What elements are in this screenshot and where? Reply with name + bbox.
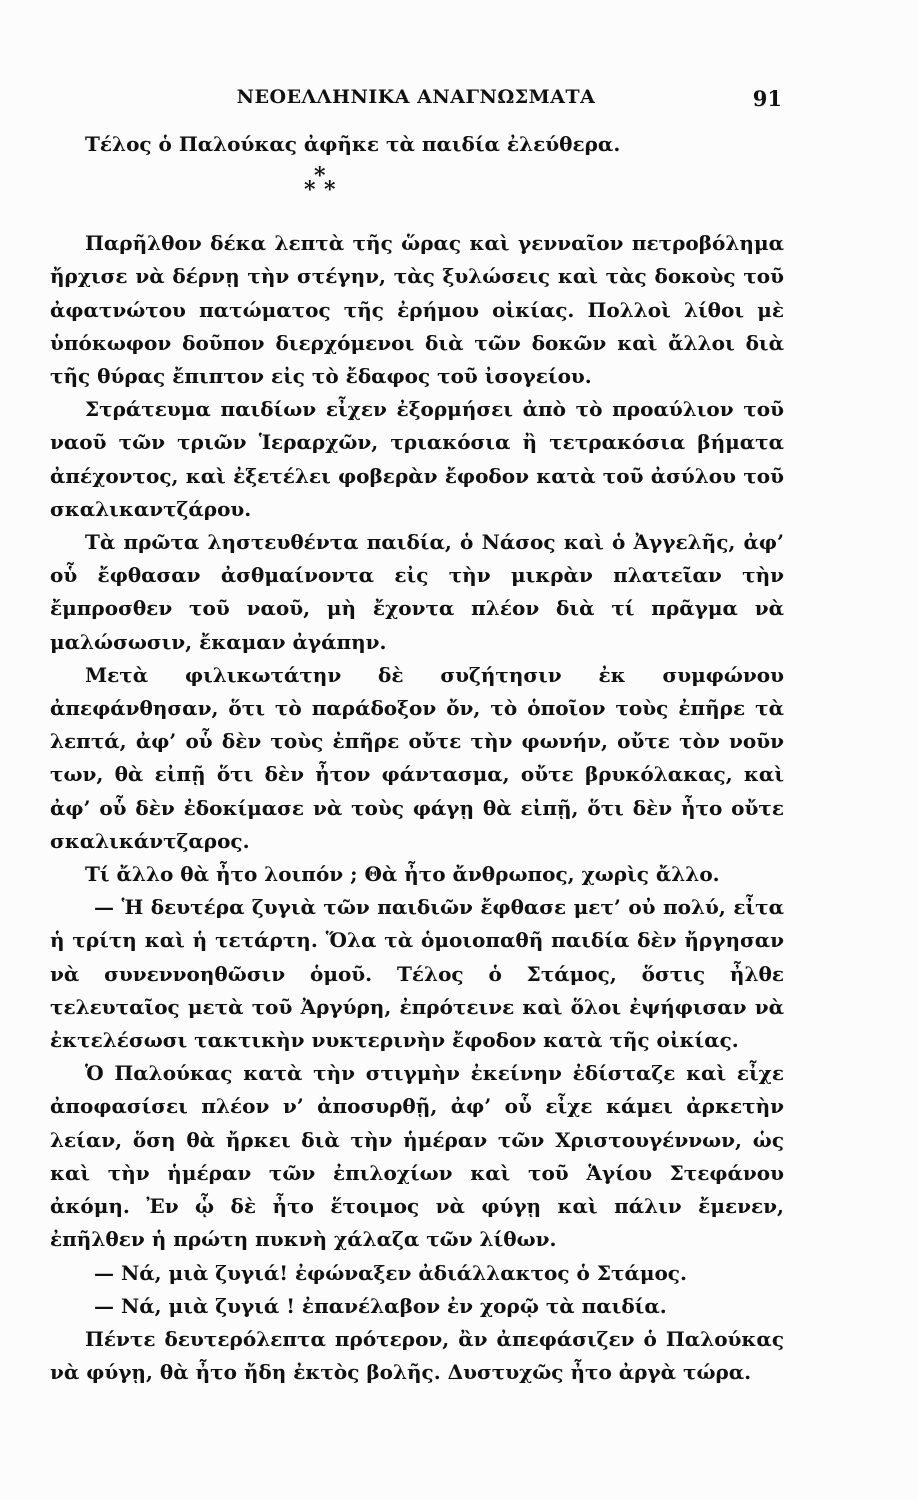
- paragraph: Τὰ πρῶτα ληστευθέντα παιδία, ὁ Νάσος καὶ ὁ Ἀγγελῆς, ἀφ’ οὗ ἔφθασαν ἀσθμαίνοντα εἰς τὴν μικρὰν πλατεῖαν τὴν ἔμπροσθεν τοῦ ναοῦ, μὴ ἔχοντα πλέον διὰ τί πρᾶγμα νὰ μαλώσωσιν, ἔκαμαν ἀγάπην.: [50, 530, 784, 654]
- page-number: 91: [752, 86, 782, 111]
- running-head: [50, 86, 782, 116]
- body-text: [50, 128, 784, 1389]
- dialogue-line: — Νά, μιὰ ζυγιά ! ἐπανέλαβον ἐν χορῷ τὰ παιδία.: [94, 1293, 667, 1318]
- asterism-ornament: * * *: [304, 163, 336, 204]
- dialogue-paragraph: — Ἡ δευτέρα ζυγιὰ τῶν παιδιῶν ἔφθασε μετ’ οὐ πολύ, εἶτα ἡ τρίτη καὶ ἡ τετάρτη. Ὅλα τὰ ὁμοιοπαθῆ παιδία δὲν ἤργησαν νὰ συνεννοηθῶσιν ὁμοῦ. Τέλος ὁ Στάμος, ὅστις ἦλθε τελευταῖος μετὰ τοῦ Ἀργύρη, ἐπρότεινε καὶ ὅλοι ἐψήφισαν νὰ ἐκτελέσωσι τακτικὴν νυκτερινὴν ἔφοδον κατὰ τῆς οἰκίας.: [50, 895, 784, 1053]
- dialogue-line: — Νά, μιὰ ζυγιά! ἐφώναξεν ἀδιάλλακτος ὁ Στάμος.: [94, 1260, 687, 1285]
- paragraph: Στράτευμα παιδίων εἶχεν ἐξορμήσει ἀπὸ τὸ προαύλιον τοῦ ναοῦ τῶν τριῶν Ἱεραρχῶν, τριακόσια ἢ τετρακόσια βήματα ἀπέχοντος, καὶ ἐξετέλει φοβερὰν ἔφοδον κατὰ τοῦ ἀσύλου τοῦ σκαλικαντζάρου.: [50, 397, 784, 521]
- paragraph: Παρῆλθον δέκα λεπτὰ τῆς ὥρας καὶ γενναῖον πετροβόλημα ἤρχισε νὰ δέρνῃ τὴν στέγην, τὰς ξυλώσεις καὶ τὰς δοκοὺς τοῦ ἀφατνώτου πατώματος τῆς ἐρήμου οἰκίας. Πολλοὶ λίθοι μὲ ὑπόκωφον δοῦπον διερχόμενοι διὰ τῶν δοκῶν καὶ ἄλλοι διὰ τῆς θύρας ἔπιπτον εἰς τὸ ἔδαφος τοῦ ἰσογείου.: [50, 231, 784, 389]
- opening-line: Τέλος ὁ Παλούκας ἀφῆκε τὰ παιδία ἐλεύθερα.: [85, 132, 621, 156]
- paragraph: Μετὰ φιλικωτάτην δὲ συζήτησιν ἐκ συμφώνου ἀπεφάνθησαν, ὅτι τὸ παράδοξον ὄν, τὸ ὁποῖον τοὺς ἐπῆρε τὰ λεπτά, ἀφ’ οὗ δὲν τοὺς ἐπῆρε οὔτε τὴν φωνήν, οὔτε τὸν νοῦν των, θὰ εἰπῇ ὅτι δὲν ἦτον φάντασμα, οὔτε βρυκόλακας, καὶ ἀφ’ οὗ δὲν ἐδοκίμασε νὰ τοὺς φάγῃ θὰ εἰπῇ, ὅτι δὲν ἦτο οὔτε σκαλικάντζαρος.: [50, 662, 784, 853]
- running-title: ΝΕΟΕΛΛΗΝΙΚΑ ΑΝΑΓΝΩΣΜΑΤΑ: [236, 86, 596, 108]
- paragraph: Πέντε δευτερόλεπτα πρότερον, ἂν ἀπεφάσιζεν ὁ Παλούκας νὰ φύγῃ, θὰ ἦτο ἤδη ἐκτὸς βολῆς. Δυστυχῶς ἦτο ἀργὰ τώρα.: [50, 1326, 784, 1385]
- paragraph: Ὁ Παλούκας κατὰ τὴν στιγμὴν ἐκείνην ἐδίσταζε καὶ εἶχε ἀποφασίσει πλέον ν’ ἀποσυρθῇ, ἀφ’ οὗ εἶχε κάμει ἀρκετὴν λείαν, ὅση θὰ ἤρκει διὰ τὴν ἡμέραν τῶν Χριστουγέννων, ὡς καὶ τὴν ἡμέραν τῶν ἐπιλοχίων καὶ τοῦ Ἁγίου Στεφάνου ἀκόμη. Ἐν ᾧ δὲ ἦτο ἕτοιμος νὰ φύγῃ καὶ πάλιν ἔμενεν, ἐπῆλθεν ἡ πρώτη πυκνὴ χάλαζα τῶν λίθων.: [50, 1061, 784, 1252]
- section-break-asterism: [50, 161, 784, 227]
- paragraph: Τί ἄλλο θὰ ἦτο λοιπόν ; Θὰ ἦτο ἄνθρωπος, χωρὶς ἄλλο.: [85, 862, 720, 887]
